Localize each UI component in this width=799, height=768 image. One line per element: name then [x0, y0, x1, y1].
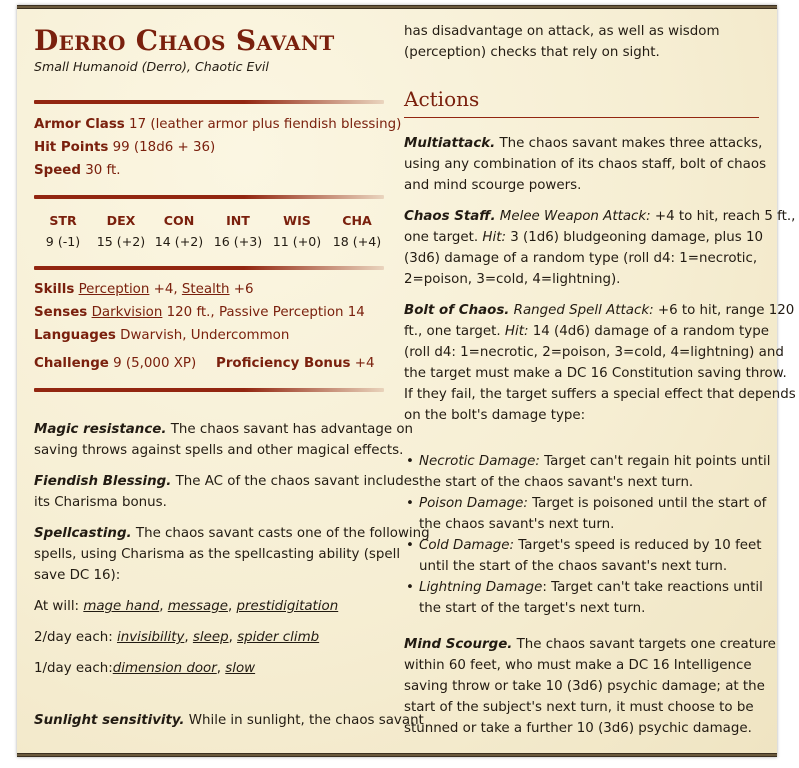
actions-heading: Actions [404, 87, 480, 111]
bullet-icon: • [406, 496, 414, 511]
divider [34, 266, 384, 270]
ability-str-value: 9 (-1) [45, 234, 81, 249]
action-text: ft., one target. Hit: 14 (4d6) damage of a random type [404, 324, 769, 339]
action-text: 2=poison, 3=cold, 4=lightning). [404, 272, 621, 287]
stat-block [17, 5, 796, 757]
trait-spellcasting: Spellcasting. The chaos savant casts one of the following [34, 526, 430, 541]
ability-con-value: 14 (+2) [154, 234, 204, 249]
action-multiattack: Multiattack. The chaos savant makes three attacks, [404, 136, 763, 151]
ability-int-label: INT [226, 213, 250, 228]
ability-wis-value: 11 (+0) [272, 234, 322, 249]
challenge: Challenge 9 (5,000 XP) [34, 356, 197, 371]
list-item: Lightning Damage: Target can't take reactions until [419, 580, 763, 595]
action-mind-scourge: Mind Scourge. The chaos savant targets one creature [404, 637, 776, 652]
spell-prestidigitation-link[interactable]: prestidigitation [236, 599, 339, 614]
armor-class: Armor Class 17 (leather armor plus fiendish blessing) [34, 117, 402, 132]
trait-text: its Charisma bonus. [34, 495, 167, 510]
action-text: start of the subject's next turn, it must choose to be [404, 700, 754, 715]
action-chaos-staff: Chaos Staff. Melee Weapon Attack: +4 to hit, reach 5 ft., [404, 209, 796, 224]
action-text: the target must make a DC 16 Constitution saving throw. [404, 366, 787, 381]
action-bolt-of-chaos: Bolt of Chaos. Ranged Spell Attack: +6 to hit, range 120 [404, 303, 795, 318]
divider [34, 100, 384, 104]
list-item: Necrotic Damage: Target can't regain hit points until [419, 454, 771, 469]
divider [34, 195, 384, 199]
spells-1-day: 1/day each:dimension door, slow [34, 661, 256, 676]
list-item-text: the start of the target's next turn. [419, 601, 646, 616]
list-item-text: the chaos savant's next turn. [419, 517, 615, 532]
action-text: one target. Hit: 3 (1d6) bludgeoning damage, plus 10 [404, 230, 764, 245]
ability-int-value: 16 (+3) [213, 234, 263, 249]
spell-mage-hand-link[interactable]: mage hand [83, 599, 160, 614]
trait-text: has disadvantage on attack, as well as wisdom [404, 24, 720, 39]
top-border [17, 5, 777, 9]
action-text: stunned or take a further 10 (3d6) psychic damage. [404, 721, 752, 736]
spell-spider-climb-link[interactable]: spider climb [237, 630, 320, 645]
spells-2-day: 2/day each: invisibility, sleep, spider climb [34, 630, 320, 645]
proficiency-bonus: Proficiency Bonus +4 [216, 356, 375, 371]
action-text: using any combination of its chaos staff, bolt of chaos [404, 157, 767, 172]
spell-message-link[interactable]: message [167, 599, 228, 614]
action-text: saving throw or take 10 (3d6) psychic damage; at the [404, 679, 765, 694]
action-text: and mind scourge powers. [404, 178, 582, 193]
ability-wis-label: WIS [283, 213, 311, 228]
trait-text: saving throws against spells and other magical effects. [34, 443, 404, 458]
spell-slow-link[interactable]: slow [225, 661, 256, 676]
monster-name: Derro Chaos Savant [34, 24, 335, 57]
trait-text: save DC 16): [34, 568, 121, 583]
ability-con-label: CON [163, 213, 195, 228]
action-text: on the bolt's damage type: [404, 408, 586, 423]
list-item: Poison Damage: Target is poisoned until the start of [419, 496, 767, 511]
spell-invisibility-link[interactable]: invisibility [116, 630, 185, 645]
action-text: If they fail, the target suffers a special effect that depends [404, 387, 796, 402]
ability-cha-label: CHA [342, 213, 372, 228]
bullet-icon: • [406, 580, 414, 595]
actions-divider [404, 117, 759, 118]
darkvision-link[interactable]: Darkvision [91, 305, 163, 320]
ability-str-label: STR [49, 213, 77, 228]
spells-at-will: At will: mage hand, message, prestidigitation [34, 599, 339, 614]
trait-text: spells, using Charisma as the spellcasting ability (spell [34, 547, 401, 562]
action-text: (3d6) damage of a random type (roll d4: 1=necrotic, [404, 251, 758, 266]
speed: Speed 30 ft. [34, 163, 121, 178]
ability-dex-value: 15 (+2) [96, 234, 146, 249]
trait-text: (perception) checks that rely on sight. [404, 45, 660, 60]
bullet-icon: • [406, 538, 414, 553]
ability-cha-value: 18 (+4) [332, 234, 382, 249]
senses: Senses Darkvision 120 ft., Passive Perception 14 [34, 305, 365, 320]
bottom-border [17, 753, 777, 757]
list-item-text: until the start of the chaos savant's next turn. [419, 559, 728, 574]
ability-dex-label: DEX [106, 213, 136, 228]
trait-magic-resistance: Magic resistance. The chaos savant has advantage on [34, 422, 414, 437]
action-text: (roll d4: 1=necrotic, 2=poison, 3=cold, 4=lightning) and [404, 345, 784, 360]
languages: Languages Dwarvish, Undercommon [34, 328, 290, 343]
divider [34, 388, 384, 392]
hit-points: Hit Points 99 (18d6 + 36) [34, 140, 216, 155]
trait-fiendish-blessing: Fiendish Blessing. The AC of the chaos savant includes [34, 474, 419, 489]
list-item-text: the start of the chaos savant's next turn. [419, 475, 694, 490]
spell-sleep-link[interactable]: sleep [192, 630, 229, 645]
bullet-icon: • [406, 454, 414, 469]
skills: Skills Perception +4, Stealth +6 [34, 282, 254, 297]
spell-dimension-door-link[interactable]: dimension door [112, 661, 217, 676]
skill-stealth-link[interactable]: Stealth [181, 282, 230, 297]
action-text: within 60 feet, who must make a DC 16 Intelligence [404, 658, 752, 673]
trait-sunlight-sensitivity: Sunlight sensitivity. While in sunlight, the chaos savant [34, 713, 424, 728]
monster-type: Small Humanoid (Derro), Chaotic Evil [34, 59, 269, 74]
skill-perception-link[interactable]: Perception [78, 282, 150, 297]
list-item: Cold Damage: Target's speed is reduced by 10 feet [419, 538, 762, 553]
